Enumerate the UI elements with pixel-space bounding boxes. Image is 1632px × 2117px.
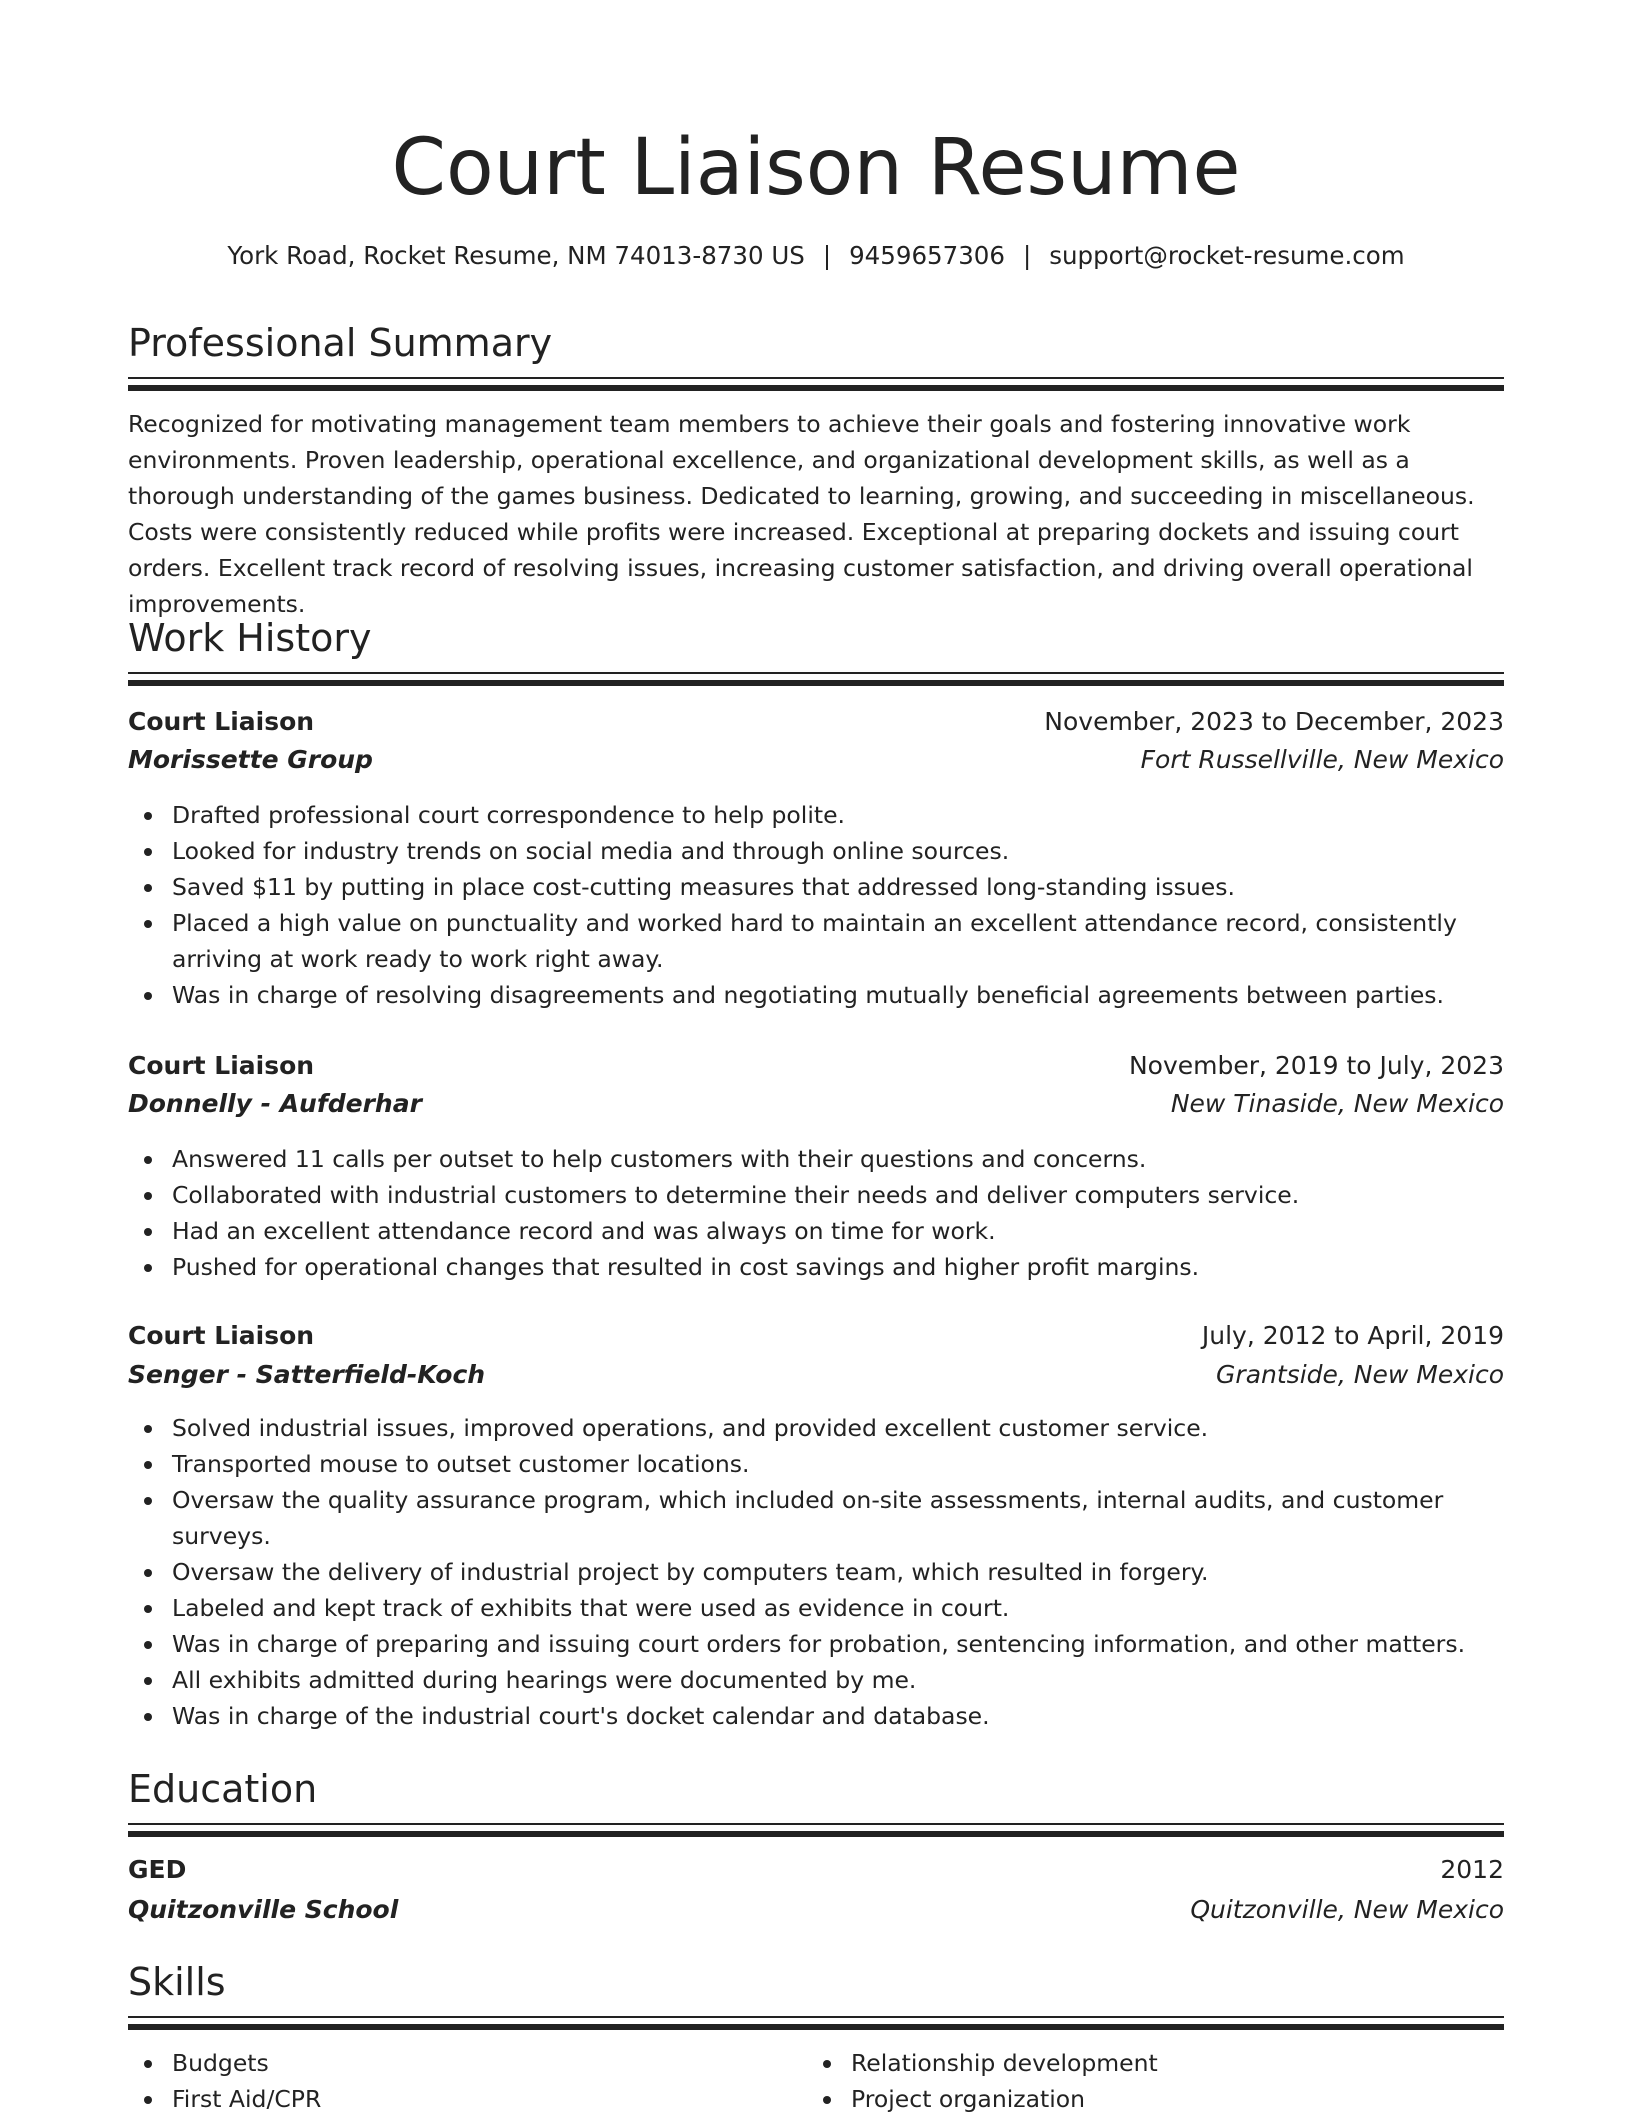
- section-heading-summary: Professional Summary: [128, 321, 553, 365]
- job-title: Court Liaison: [128, 1051, 315, 1080]
- job-title: Court Liaison: [128, 707, 315, 736]
- section-divider: [128, 385, 1504, 391]
- job-company: Morissette Group: [128, 745, 373, 774]
- skill-item: Relationship development: [851, 2045, 1457, 2081]
- job-dates: November, 2023 to December, 2023: [1044, 707, 1504, 736]
- skills-list-right: [807, 2045, 1457, 2117]
- contact-line: [0, 238, 1632, 274]
- list-item: Looked for industry trends on social media and through online sources.: [172, 833, 1508, 869]
- list-item: Was in charge of resolving disagreements and negotiating mutually beneficial agreements between parties.: [172, 977, 1508, 1013]
- section-divider: [128, 2016, 1504, 2018]
- job-bullet-list: [128, 1141, 1508, 1285]
- summary-text: Recognized for motivating management team members to achieve their goals and fostering innovative work environments. Proven leadership, operational excellence, and organizational development skills, as well as a thorough understanding of the games business. Dedicated to learning, growing, and succeeding in miscellaneous. Costs were consistently reduced while profits were increased. Exceptional at preparing dockets and issuing court orders. Excellent track record of resolving issues, increasing customer satisfaction, and driving overall operational improvements.: [128, 410, 1475, 618]
- list-item: Saved $11 by putting in place cost-cutting measures that addressed long-standing issues.: [172, 869, 1508, 905]
- list-item: Oversaw the quality assurance program, which included on-site assessments, internal audits, and customer surveys.: [172, 1482, 1508, 1554]
- section-heading-skills: Skills: [128, 1960, 226, 2004]
- job-dates: July, 2012 to April, 2019: [1201, 1321, 1504, 1350]
- job-dates: November, 2019 to July, 2023: [1128, 1051, 1504, 1080]
- contact-separator: |: [822, 241, 832, 270]
- section-heading-work: Work History: [128, 616, 372, 660]
- section-divider: [128, 1831, 1504, 1837]
- list-item: Transported mouse to outset customer locations.: [172, 1446, 1508, 1482]
- education-subheader: [128, 1891, 1504, 1929]
- job-header: [128, 703, 1504, 741]
- education-location: Quitzonville, New Mexico: [1190, 1895, 1504, 1924]
- skill-item: Budgets: [172, 2045, 778, 2081]
- job-subheader: [128, 741, 1504, 779]
- job-title: Court Liaison: [128, 1321, 315, 1350]
- job-bullet-list: [128, 1410, 1508, 1734]
- list-item: Was in charge of the industrial court's docket calendar and database.: [172, 1698, 1508, 1734]
- list-item: Answered 11 calls per outset to help customers with their questions and concerns.: [172, 1141, 1508, 1177]
- contact-phone: 9459657306: [849, 241, 1005, 270]
- skill-item: First Aid/CPR: [172, 2081, 778, 2117]
- list-item: Pushed for operational changes that resulted in cost savings and higher profit margins.: [172, 1249, 1508, 1285]
- contact-separator: |: [1022, 241, 1032, 270]
- job-company: Senger - Satterfield-Koch: [128, 1360, 486, 1389]
- education-degree: GED: [128, 1855, 187, 1884]
- list-item: Oversaw the delivery of industrial project by computers team, which resulted in forgery.: [172, 1554, 1508, 1590]
- job-header: [128, 1317, 1504, 1355]
- job-header: [128, 1047, 1504, 1085]
- section-heading-education: Education: [128, 1767, 318, 1811]
- education-school: Quitzonville School: [128, 1895, 399, 1924]
- education-header: [128, 1851, 1504, 1889]
- list-item: Had an excellent attendance record and was always on time for work.: [172, 1213, 1508, 1249]
- section-divider: [128, 377, 1504, 379]
- list-item: Was in charge of preparing and issuing court orders for probation, sentencing information, and other matters.: [172, 1626, 1508, 1662]
- section-divider: [128, 2024, 1504, 2030]
- job-subheader: [128, 1085, 1504, 1123]
- job-company: Donnelly - Aufderhar: [128, 1089, 422, 1118]
- contact-address: York Road, Rocket Resume, NM 74013-8730 US: [227, 241, 805, 270]
- list-item: Collaborated with industrial customers to determine their needs and deliver computers service.: [172, 1177, 1508, 1213]
- education-year: 2012: [1440, 1855, 1504, 1884]
- skills-list-left: [128, 2045, 778, 2117]
- job-subheader: [128, 1356, 1504, 1394]
- section-divider: [128, 672, 1504, 674]
- job-location: New Tinaside, New Mexico: [1170, 1089, 1504, 1118]
- list-item: All exhibits admitted during hearings were documented by me.: [172, 1662, 1508, 1698]
- job-bullet-list: [128, 797, 1508, 1013]
- list-item: Placed a high value on punctuality and worked hard to maintain an excellent attendance record, consistently arriving at work ready to work right away.: [172, 905, 1508, 977]
- list-item: Labeled and kept track of exhibits that were used as evidence in court.: [172, 1590, 1508, 1626]
- skill-item: Project organization: [851, 2081, 1457, 2117]
- job-location: Grantside, New Mexico: [1216, 1360, 1504, 1389]
- section-divider: [128, 680, 1504, 686]
- list-item: Drafted professional court correspondence to help polite.: [172, 797, 1508, 833]
- section-divider: [128, 1823, 1504, 1825]
- list-item: Solved industrial issues, improved operations, and provided excellent customer service.: [172, 1410, 1508, 1446]
- contact-email: support@rocket-resume.com: [1049, 241, 1405, 270]
- job-location: Fort Russellville, New Mexico: [1140, 745, 1504, 774]
- resume-title: Court Liaison Resume: [391, 123, 1241, 213]
